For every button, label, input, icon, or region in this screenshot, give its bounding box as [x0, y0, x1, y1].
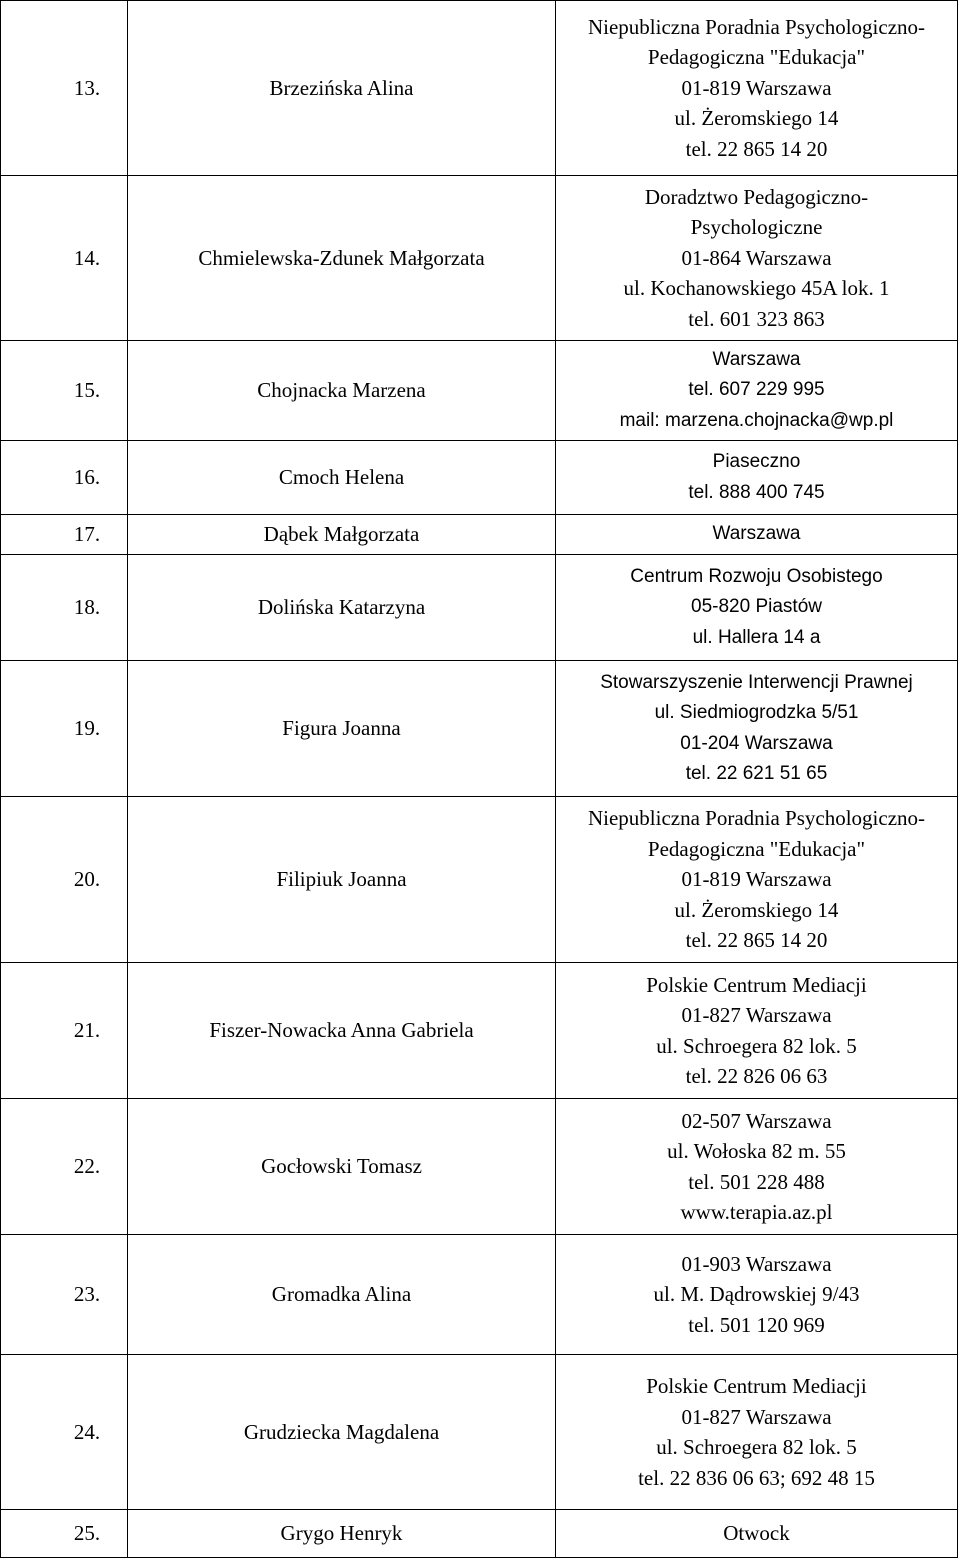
person-name: Dąbek Małgorzata	[128, 515, 556, 555]
person-name: Grygo Henryk	[128, 1510, 556, 1558]
person-name: Figura Joanna	[128, 661, 556, 797]
row-number: 15.	[1, 341, 128, 441]
contact-info	[556, 1235, 958, 1355]
person-name: Chmielewska-Zdunek Małgorzata	[128, 176, 556, 341]
contact-info	[556, 555, 958, 661]
contact-line: Niepubliczna Poradnia Psychologiczno-	[587, 806, 926, 831]
row-number: 20.	[1, 797, 128, 963]
contact-line: tel. 607 229 995	[688, 379, 825, 401]
contact-line: 05-820 Piastów	[691, 596, 822, 618]
row-number: 19.	[1, 661, 128, 797]
person-name: Filipiuk Joanna	[128, 797, 556, 963]
contact-info	[556, 176, 958, 341]
table-row	[1, 441, 958, 515]
person-name: Grudziecka Magdalena	[128, 1355, 556, 1510]
row-number: 18.	[1, 555, 128, 661]
contact-info	[556, 1099, 958, 1235]
person-name: Brzezińska Alina	[128, 1, 556, 176]
table-row	[1, 515, 958, 555]
contact-line: Niepubliczna Poradnia Psychologiczno-	[587, 14, 926, 39]
contact-line: tel. 601 323 863	[688, 306, 825, 331]
contact-line: tel. 888 400 745	[688, 481, 825, 503]
contact-line: Pedagogiczna "Edukacja"	[647, 836, 866, 861]
row-number: 25.	[1, 1510, 128, 1558]
contact-info	[556, 441, 958, 515]
table-row	[1, 1355, 958, 1510]
contact-line: Centrum Rozwoju Osobistego	[630, 565, 883, 587]
table-row	[1, 341, 958, 441]
contact-line: Polskie Centrum Mediacji	[646, 972, 867, 997]
table-row	[1, 963, 958, 1099]
person-name: Dolińska Katarzyna	[128, 555, 556, 661]
contact-line: tel. 22 865 14 20	[685, 928, 828, 953]
contact-line: 01-864 Warszawa	[681, 245, 832, 270]
contact-line: tel. 22 836 06 63; 692 48 15	[638, 1465, 875, 1490]
contact-info	[556, 661, 958, 797]
contact-line: Warszawa	[712, 348, 801, 370]
contact-line: 01-903 Warszawa	[681, 1251, 832, 1276]
contact-line: 01-819 Warszawa	[681, 75, 832, 100]
row-number: 23.	[1, 1235, 128, 1355]
contact-line: Piaseczno	[712, 451, 801, 472]
contact-line: Psychologiczne	[690, 215, 823, 240]
contact-line: ul. M. Dądrowskiej 9/43	[653, 1282, 860, 1307]
contact-info	[556, 1, 958, 176]
contact-line: 01-819 Warszawa	[681, 867, 832, 892]
contact-line: tel. 22 865 14 20	[685, 136, 828, 161]
person-name: Gocłowski Tomasz	[128, 1099, 556, 1235]
row-number: 22.	[1, 1099, 128, 1235]
contact-line: 01-827 Warszawa	[681, 1003, 832, 1027]
email-address[interactable]: mail: marzena.chojnacka@wp.pl	[619, 409, 894, 431]
table-row	[1, 797, 958, 963]
contact-line: ul. Żeromskiego 14	[674, 106, 839, 131]
contact-line: tel. 501 228 488	[688, 1169, 825, 1194]
contact-line: 01-204 Warszawa	[680, 732, 833, 754]
contact-line: tel. 501 120 969	[688, 1312, 825, 1337]
contact-line: tel. 22 621 51 65	[685, 763, 828, 784]
contact-line: 02-507 Warszawa	[681, 1108, 832, 1133]
table-row	[1, 1510, 958, 1558]
contact-line: Warszawa	[712, 523, 801, 545]
contact-line: ul. Schroegera 82 lok. 5	[656, 1033, 857, 1058]
contact-line: ul. Siedmiogrodzka 5/51	[654, 702, 859, 723]
table-row	[1, 176, 958, 341]
table-row	[1, 1, 958, 176]
contact-line: 01-827 Warszawa	[681, 1404, 832, 1429]
person-name: Cmoch Helena	[128, 441, 556, 515]
contact-line: ul. Schroegera 82 lok. 5	[656, 1435, 857, 1459]
person-name: Chojnacka Marzena	[128, 341, 556, 441]
contact-info	[556, 515, 958, 555]
table-row	[1, 555, 958, 661]
contact-line: ul. Hallera 14 a	[692, 626, 821, 648]
contact-info	[556, 1510, 958, 1558]
contact-line: ul. Żeromskiego 14	[674, 897, 839, 922]
row-number: 13.	[1, 1, 128, 176]
contact-info	[556, 341, 958, 441]
table-row	[1, 1235, 958, 1355]
table-row	[1, 661, 958, 797]
contact-info	[556, 1355, 958, 1510]
row-number: 16.	[1, 441, 128, 515]
contact-line: Doradztwo Pedagogiczno-	[644, 184, 869, 209]
website-link[interactable]: www.terapia.az.pl	[680, 1200, 833, 1224]
contact-line: Otwock	[723, 1521, 790, 1546]
row-number: 24.	[1, 1355, 128, 1510]
contact-line: Pedagogiczna "Edukacja"	[647, 45, 866, 70]
person-name: Fiszer-Nowacka Anna Gabriela	[128, 963, 556, 1099]
contact-line: ul. Kochanowskiego 45A lok. 1	[623, 276, 890, 301]
contact-info	[556, 797, 958, 963]
contact-line: Stowarszyszenie Interwencji Prawnej	[600, 671, 913, 693]
row-number: 14.	[1, 176, 128, 341]
person-name: Gromadka Alina	[128, 1235, 556, 1355]
row-number: 17.	[1, 515, 128, 555]
table-row	[1, 1099, 958, 1235]
contact-info	[556, 963, 958, 1099]
row-number: 21.	[1, 963, 128, 1099]
contact-line: ul. Wołoska 82 m. 55	[667, 1139, 846, 1163]
contact-line: tel. 22 826 06 63	[685, 1064, 828, 1088]
contact-line: Polskie Centrum Mediacji	[646, 1374, 867, 1398]
